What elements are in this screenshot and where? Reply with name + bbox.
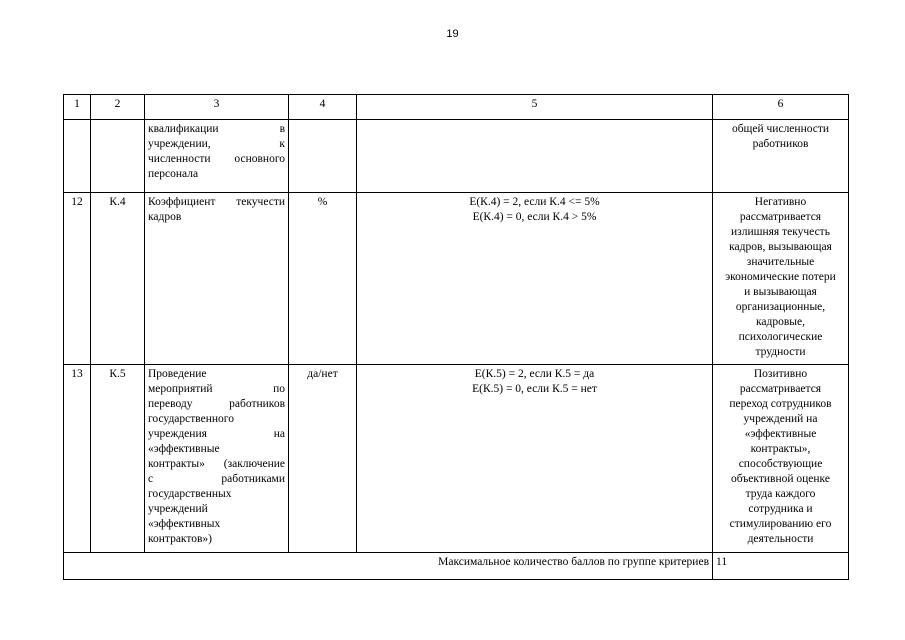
- cell-formula: [357, 120, 713, 193]
- indicator-line: учреждении, к: [148, 138, 285, 150]
- note-line: излишняя текучесть: [731, 226, 830, 238]
- indicator-line: переводу работников: [148, 398, 285, 410]
- note-line: труда каждого: [745, 488, 816, 500]
- indicator-line: Проведение: [148, 368, 207, 380]
- cell-unit: %: [289, 193, 357, 365]
- indicator-line: кадров: [148, 211, 182, 223]
- note-line: способствующие: [738, 458, 823, 470]
- cell-code: К.4: [91, 193, 145, 365]
- cell-indicator: [145, 120, 289, 193]
- note-line: значительные: [746, 256, 815, 268]
- header-cell-3: 3: [145, 95, 289, 120]
- note-line: объективной оценке: [731, 473, 830, 485]
- note-line: экономические потери: [725, 271, 836, 283]
- indicator-line: учреждения на: [148, 428, 285, 440]
- criteria-table: [63, 94, 849, 580]
- note-line: учреждений на: [743, 413, 818, 425]
- table-row-continuation: [64, 120, 849, 193]
- cell-num: [64, 120, 91, 193]
- note-line: переход сотрудников: [729, 398, 832, 410]
- formula-line: E(К.5) = 2, если К.5 = да: [474, 368, 595, 380]
- indicator-line: контракты» (заключение: [148, 458, 285, 470]
- note-line: «эффективные: [744, 428, 817, 440]
- indicator-line: численности основного: [148, 153, 285, 165]
- header-cell-1: 1: [64, 95, 91, 120]
- indicator-line: «эффективных: [148, 518, 221, 530]
- cell-formula: [357, 365, 713, 553]
- note-line: организационные,: [735, 301, 826, 313]
- formula-line: E(К.4) = 2, если К.4 <= 5%: [469, 196, 600, 208]
- note-line: психологические: [738, 331, 823, 343]
- header-cell-6: 6: [713, 95, 849, 120]
- cell-num: 13: [64, 365, 91, 553]
- table-header-row: [64, 95, 849, 120]
- note-line: трудности: [755, 346, 806, 358]
- cell-indicator: [145, 193, 289, 365]
- cell-code: К.5: [91, 365, 145, 553]
- formula-line: E(К.5) = 0, если К.5 = нет: [472, 383, 597, 395]
- indicator-line: мероприятий по: [148, 383, 285, 395]
- cell-code: [91, 120, 145, 193]
- note-line: деятельности: [747, 533, 814, 545]
- cell-note: [713, 193, 849, 365]
- formula-line: E(К.4) = 0, если К.4 > 5%: [472, 211, 597, 223]
- cell-unit: да/нет: [289, 365, 357, 553]
- note-line: рассматривается: [739, 211, 822, 223]
- note-line: работников: [752, 138, 809, 150]
- indicator-line: государственного: [148, 413, 234, 425]
- note-line: рассматривается: [739, 383, 822, 395]
- cell-formula: [357, 193, 713, 365]
- indicator-line: персонала: [148, 168, 199, 180]
- note-line: общей численности: [731, 123, 830, 135]
- cell-indicator: [145, 365, 289, 553]
- note-line: сотрудника и: [748, 503, 813, 515]
- note-line: кадровые,: [755, 316, 805, 328]
- note-line: Позитивно: [753, 368, 808, 380]
- cell-note: [713, 365, 849, 553]
- note-line: кадров, вызывающая: [729, 241, 832, 253]
- note-line: и вызывающая: [744, 286, 817, 298]
- page-number: 19: [446, 28, 459, 40]
- indicator-line: с работниками: [148, 473, 285, 485]
- note-line: контракты»,: [750, 443, 811, 455]
- header-cell-2: 2: [91, 95, 145, 120]
- table-row-12: [64, 193, 849, 365]
- indicator-line: Коэффициент текучести: [148, 196, 285, 208]
- indicator-line: учреждений: [148, 503, 208, 515]
- cell-num: 12: [64, 193, 91, 365]
- table-row-13: [64, 365, 849, 553]
- indicator-line: государственных: [148, 488, 232, 500]
- note-line: стимулированию его: [729, 518, 832, 530]
- header-cell-5: 5: [357, 95, 713, 120]
- indicator-line: квалификации в: [148, 123, 285, 135]
- table-row-total: [64, 553, 849, 580]
- indicator-line: контрактов»): [148, 533, 212, 545]
- note-line: Негативно: [754, 196, 807, 208]
- cell-unit: [289, 120, 357, 193]
- header-cell-4: 4: [289, 95, 357, 120]
- total-label: Максимальное количество баллов по группе критериев: [64, 553, 713, 580]
- indicator-line: «эффективные: [148, 443, 220, 455]
- total-value: 11: [713, 553, 849, 580]
- cell-note: [713, 120, 849, 193]
